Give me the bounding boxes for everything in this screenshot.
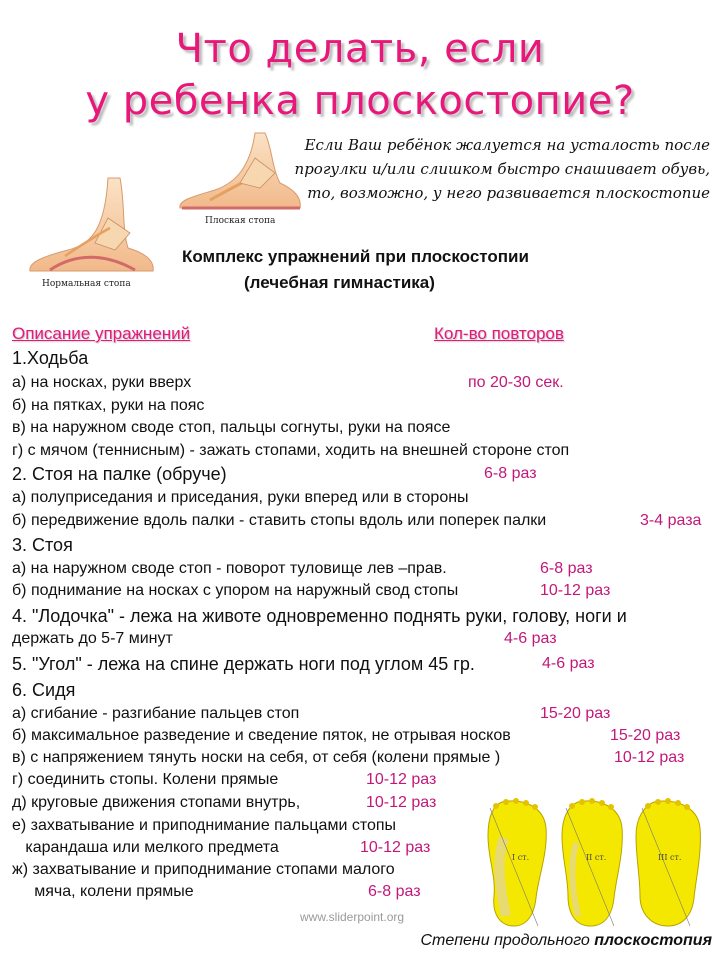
exercise-text: 6. Сидя (12, 680, 76, 700)
exercise-text: а) на наружном своде стоп - поворот туловище лев –прав. (12, 560, 447, 577)
exercise-text: держать до 5-7 минут (12, 630, 173, 647)
page-title-line-1: Что делать, если (175, 26, 545, 72)
exercise-row (12, 489, 469, 507)
flat-foot-caption: Плоская стопа (205, 216, 276, 226)
exercise-count: 10-12 раз (360, 839, 431, 856)
exercise-text: ж) захватывание и приподнимание стопами малого (12, 861, 395, 878)
exercise-text: б) на пятках, руки на пояс (12, 397, 205, 414)
normal-foot-caption: Нормальная стопа (42, 279, 131, 289)
column-header-description: Описание упражнений (12, 324, 191, 343)
exercise-text: а) полуприседания и приседания, руки вперед или в стороны (12, 489, 469, 506)
column-header-repetitions: Кол-во повторов (434, 324, 564, 343)
exercise-text: б) передвижение вдоль палки - ставить стопы вдоль или поперек палки (12, 512, 547, 529)
exercise-text: а) на носках, руки вверх (12, 374, 192, 391)
stages-caption-bold: плоскостопия (594, 932, 712, 949)
exercise-row (12, 839, 279, 857)
exercise-count: 10-12 раз (614, 749, 685, 766)
flat-foot-drawing (180, 133, 300, 208)
exercise-count: 4-6 раз (542, 655, 595, 672)
exercise-text: б) максимальное разведение и сведение пяток, не отрывая носков (12, 727, 511, 744)
normal-foot-drawing (30, 178, 153, 271)
footprint-stage-3 (636, 798, 700, 926)
intro-text: Если Ваш ребёнок жалуется на усталость после прогулки и/или слишком быстро снашивает обувь, то, возможно, у него развивается плоскостопие (294, 136, 710, 202)
exercise-count: 10-12 раз (366, 794, 437, 811)
exercise-row (12, 749, 500, 767)
watermark: www.sliderpoint.org (300, 910, 405, 924)
exercise-text: д) круговые движения стопами внутрь, (12, 794, 301, 811)
exercise-text: 2. Стоя на палке (обруче) (12, 464, 227, 484)
exercise-text: 4. "Лодочка" - лежа на животе одновременно поднять руки, голову, ноги и (12, 606, 627, 626)
exercise-row (12, 464, 227, 485)
exercise-count: 6-8 раз (484, 465, 537, 482)
footprint-stage-1 (488, 798, 546, 926)
exercise-row (12, 348, 88, 369)
exercise-row (12, 817, 396, 835)
exercise-row (12, 374, 191, 392)
stage-3-label: III ст. (658, 853, 682, 862)
exercise-row (12, 680, 75, 701)
exercise-count: 3-4 раза (640, 512, 702, 529)
exercise-row (12, 883, 194, 901)
exercise-row (12, 560, 447, 578)
exercise-text: мяча, колени прямые (12, 883, 194, 900)
exercise-text: в) на наружном своде стоп, пальцы согнуты, руки на поясе (12, 419, 451, 436)
exercise-row (12, 727, 511, 745)
exercise-text: г) соединить стопы. Колени прямые (12, 771, 279, 788)
exercise-row (12, 654, 475, 675)
exercise-text: в) с напряжением тянуть носки на себя, от себя (колени прямые ) (12, 749, 501, 766)
exercise-count: 4-6 раз (504, 630, 557, 647)
exercise-row (12, 442, 569, 460)
exercise-text: 5. "Угол" - лежа на спине держать ноги под углом 45 гр. (12, 654, 475, 674)
exercise-text: г) с мячом (теннисным) - зажать стопами, ходить на внешней стороне стоп (12, 442, 570, 459)
stage-1-label: I ст. (512, 853, 530, 862)
section-subtitle-line-1: Комплекс упражнений при плоскостопии (182, 247, 529, 266)
exercise-row (12, 582, 458, 600)
foot-comparison-illustration (10, 128, 310, 293)
stages-caption (420, 932, 712, 950)
section-subtitle-line-2: (лечебная гимнастика) (244, 273, 435, 292)
exercise-row (12, 771, 278, 789)
footprint-stage-2 (562, 798, 622, 926)
exercise-count: 10-12 раз (540, 582, 611, 599)
exercise-text: 3. Стоя (12, 535, 73, 555)
exercise-row (12, 861, 395, 879)
exercise-count: 6-8 раз (368, 883, 421, 900)
exercise-row (12, 397, 204, 415)
exercise-row (12, 419, 450, 437)
flatfoot-stages-illustration (478, 798, 714, 928)
exercise-row (12, 512, 546, 530)
exercise-count: 15-20 раз (540, 705, 611, 722)
exercise-row (12, 535, 73, 556)
exercise-row (12, 794, 300, 812)
exercise-text: карандаша или мелкого предмета (12, 839, 279, 856)
exercise-text: е) захватывание и приподнимание пальцами стопы (12, 817, 397, 834)
exercise-count: по 20-30 сек. (468, 374, 564, 391)
exercise-count: 6-8 раз (540, 560, 593, 577)
exercise-row (12, 705, 299, 723)
stages-caption-prefix: Степени продольного (420, 932, 590, 949)
exercise-text: а) сгибание - разгибание пальцев стоп (12, 705, 300, 722)
page-title-line-2: у ребенка плоскостопие? (85, 78, 635, 124)
exercise-text: б) поднимание на носках с упором на наружный свод стопы (12, 582, 459, 599)
exercise-row (12, 630, 173, 648)
exercise-count: 10-12 раз (366, 771, 437, 788)
exercise-row (12, 606, 627, 627)
exercise-count: 15-20 раз (610, 727, 681, 744)
stage-2-label: II ст. (586, 853, 607, 862)
exercise-text: 1.Ходьба (12, 348, 89, 368)
